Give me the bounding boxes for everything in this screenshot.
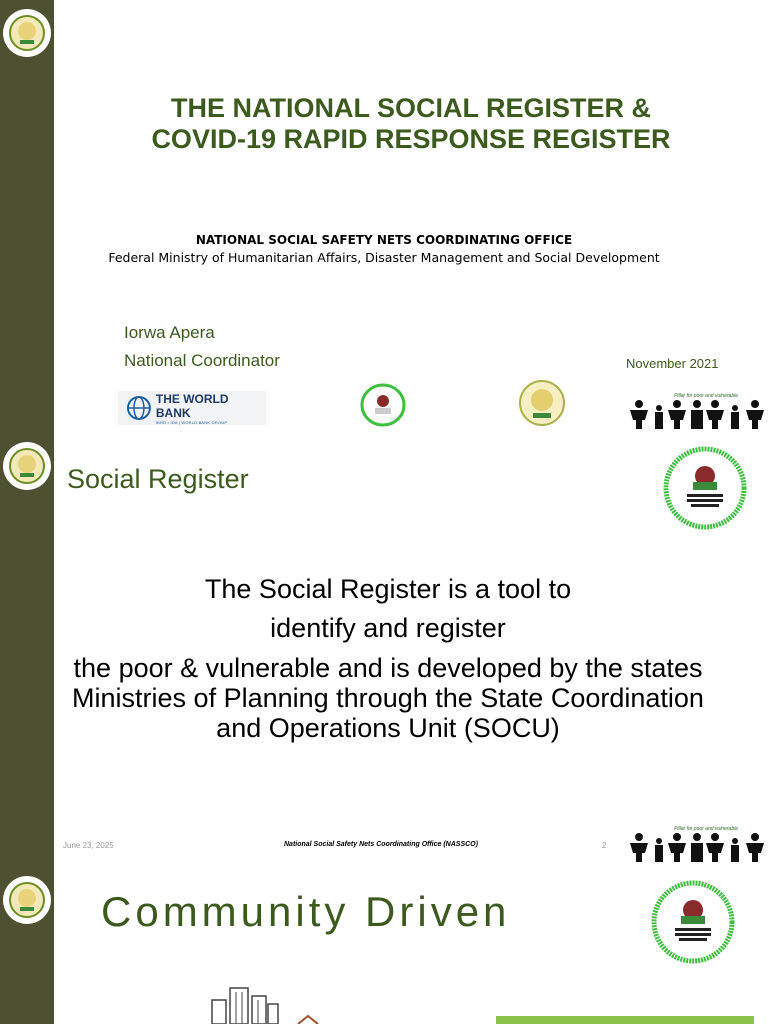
buildings-icon [210, 986, 320, 1029]
globe-icon [126, 395, 152, 421]
footer-date: June 23, 2025 [63, 841, 114, 850]
ministry-seal-large-icon [651, 880, 735, 969]
pillar-logo [627, 393, 768, 434]
slide2-title: Social Register [67, 464, 249, 494]
green-bar [496, 1016, 754, 1024]
world-bank-sub: IBRD • IDA | WORLD BANK GROUP [155, 419, 228, 425]
slide2-body [54, 573, 722, 743]
slide3-title: Community Driven [101, 888, 511, 935]
presenter-name: Iorwa Apera [124, 323, 215, 342]
footer-page-number: 2 [602, 841, 607, 850]
people-icon [627, 832, 768, 862]
pillar-tagline: Pillar for poor and vulnerable [674, 826, 738, 832]
body-line3: the poor & vulnerable and is developed by the states Ministries of Planning through the State Coordination and Operations Unit (SOCU) [72, 653, 704, 743]
world-bank-logo [118, 391, 266, 425]
nassco-seal-icon [3, 876, 51, 924]
pillar-tagline: Pillar for poor and vulnerable [674, 393, 738, 399]
nassco-emblem-icon [518, 379, 566, 432]
slide1-title-line1: THE NATIONAL SOCIAL REGISTER & [170, 93, 652, 123]
world-bank-name: THE WORLD BANK [155, 391, 229, 420]
nassco-seal-icon [3, 442, 51, 490]
ministry-name: Federal Ministry of Humanitarian Affairs, Disaster Management and Social Development [108, 250, 660, 265]
office-name: NATIONAL SOCIAL SAFETY NETS COORDINATING OFFICE [195, 233, 573, 247]
body-line2: identify and register [270, 613, 506, 643]
people-icon [627, 399, 768, 429]
pillar-logo [627, 826, 768, 867]
slide1-title [54, 93, 768, 155]
ministry-seal-icon [360, 383, 406, 432]
nassco-seal-icon [3, 9, 51, 57]
footer-office: National Social Safety Nets Coordinating Office (NASSCO) [284, 841, 478, 848]
slide1-title-line2: COVID-19 RAPID RESPONSE REGISTER [151, 124, 671, 154]
body-line1: The Social Register is a tool to [204, 574, 572, 604]
ministry-seal-large-icon [663, 446, 747, 535]
sidebar-strip [0, 0, 54, 1024]
presenter-role: National Coordinator [124, 351, 280, 370]
presentation-date: November 2021 [626, 356, 719, 371]
